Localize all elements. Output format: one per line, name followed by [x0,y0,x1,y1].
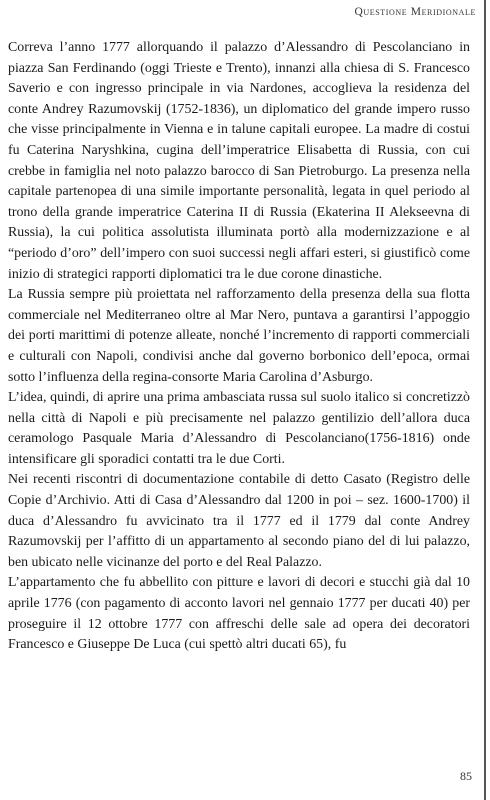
paragraph: La Russia sempre più proiettata nel rafforzamento della presenza della sua flotta commerciale nel Mediterraneo oltre al Mar Nero, puntava a garantirsi l’appoggio dei porti marittimi di potenze alleate, nonché l’incremento di rapporti commerciali e culturali con Napoli, condivisi anche dal governo borbonico dell’epoca, ormai sotto l’influenza della regina-consorte Maria Carolina d’Asburgo. [8,287,470,385]
paragraph: Nei recenti riscontri di documentazione contabile di detto Casato (Registro delle Copie d’Archivio. Atti di Casa d’Alessandro dal 1200 in poi – sez. 1600-1700) il duca d’Alessandro fu avvicinato tra il 1777 ed il 1779 dal conte Andrey Razumovskij per l’affitto di un appartamento al secondo piano del di lui palazzo, ben ubicato nelle vicinanze del porto e del Real Palazzo. [8,472,470,570]
paragraph: L’idea, quindi, di aprire una prima ambasciata russa sul suolo italico si concretizzò nella città di Napoli e più precisamente nel palazzo gentilizio dell’allora duca ceramologo Pasquale Maria d’Alessandro di Pescolanciano(1756-1816) onde intensificare gli sporadici contatti tra le due Corti. [8,390,470,467]
page-number: 85 [460,769,472,783]
page-edge-rule [484,0,486,800]
paragraph: L’appartamento che fu abbellito con pitture e lavori di decori e stucchi già dal 10 aprile 1776 (con pagamento di acconto lavori nel gennaio 1777 per ducati 40) per proseguire il 12 ottobre 1777 con affreschi delle sale ad opera dei decoratori Francesco e Giuseppe De Luca (cui spettò altri ducati 65), fu [8,575,470,653]
running-header: Questione Meridionale [354,6,476,18]
body-text [8,38,470,656]
paragraph: Correva l’anno 1777 allorquando il palazzo d’Alessandro di Pescolanciano in piazza San Ferdinando (oggi Trieste e Trento), innanzi alla chiesa di S. Francesco Saverio e con ingresso principale in via Nardones, accoglieva la residenza del conte Andrey Razumovskij (1752-1836), un diplomatico del grande impero russo che visse principalmente in Vienna e in talune capitali europee. La madre di costui fu Caterina Naryshkina, cugina dell’imperatrice Elisabetta di Russia, con cui crebbe in famiglia nel noto palazzo barocco di San Pietroburgo. La presenza nella capitale partenopea di una simile importante personalità, legata in quel periodo al trono della grande imperatrice Caterina II di Russia (Ekaterina II Alekseevna di Russia), la cui politica assolutista illuminata portò alla modernizzazione e al “periodo d’oro” dell’impero con suoi successi negli affari esteri, si giustificò come inizio di strategici rapporti diplomatici tra le due corone dinastiche. [8,40,470,282]
